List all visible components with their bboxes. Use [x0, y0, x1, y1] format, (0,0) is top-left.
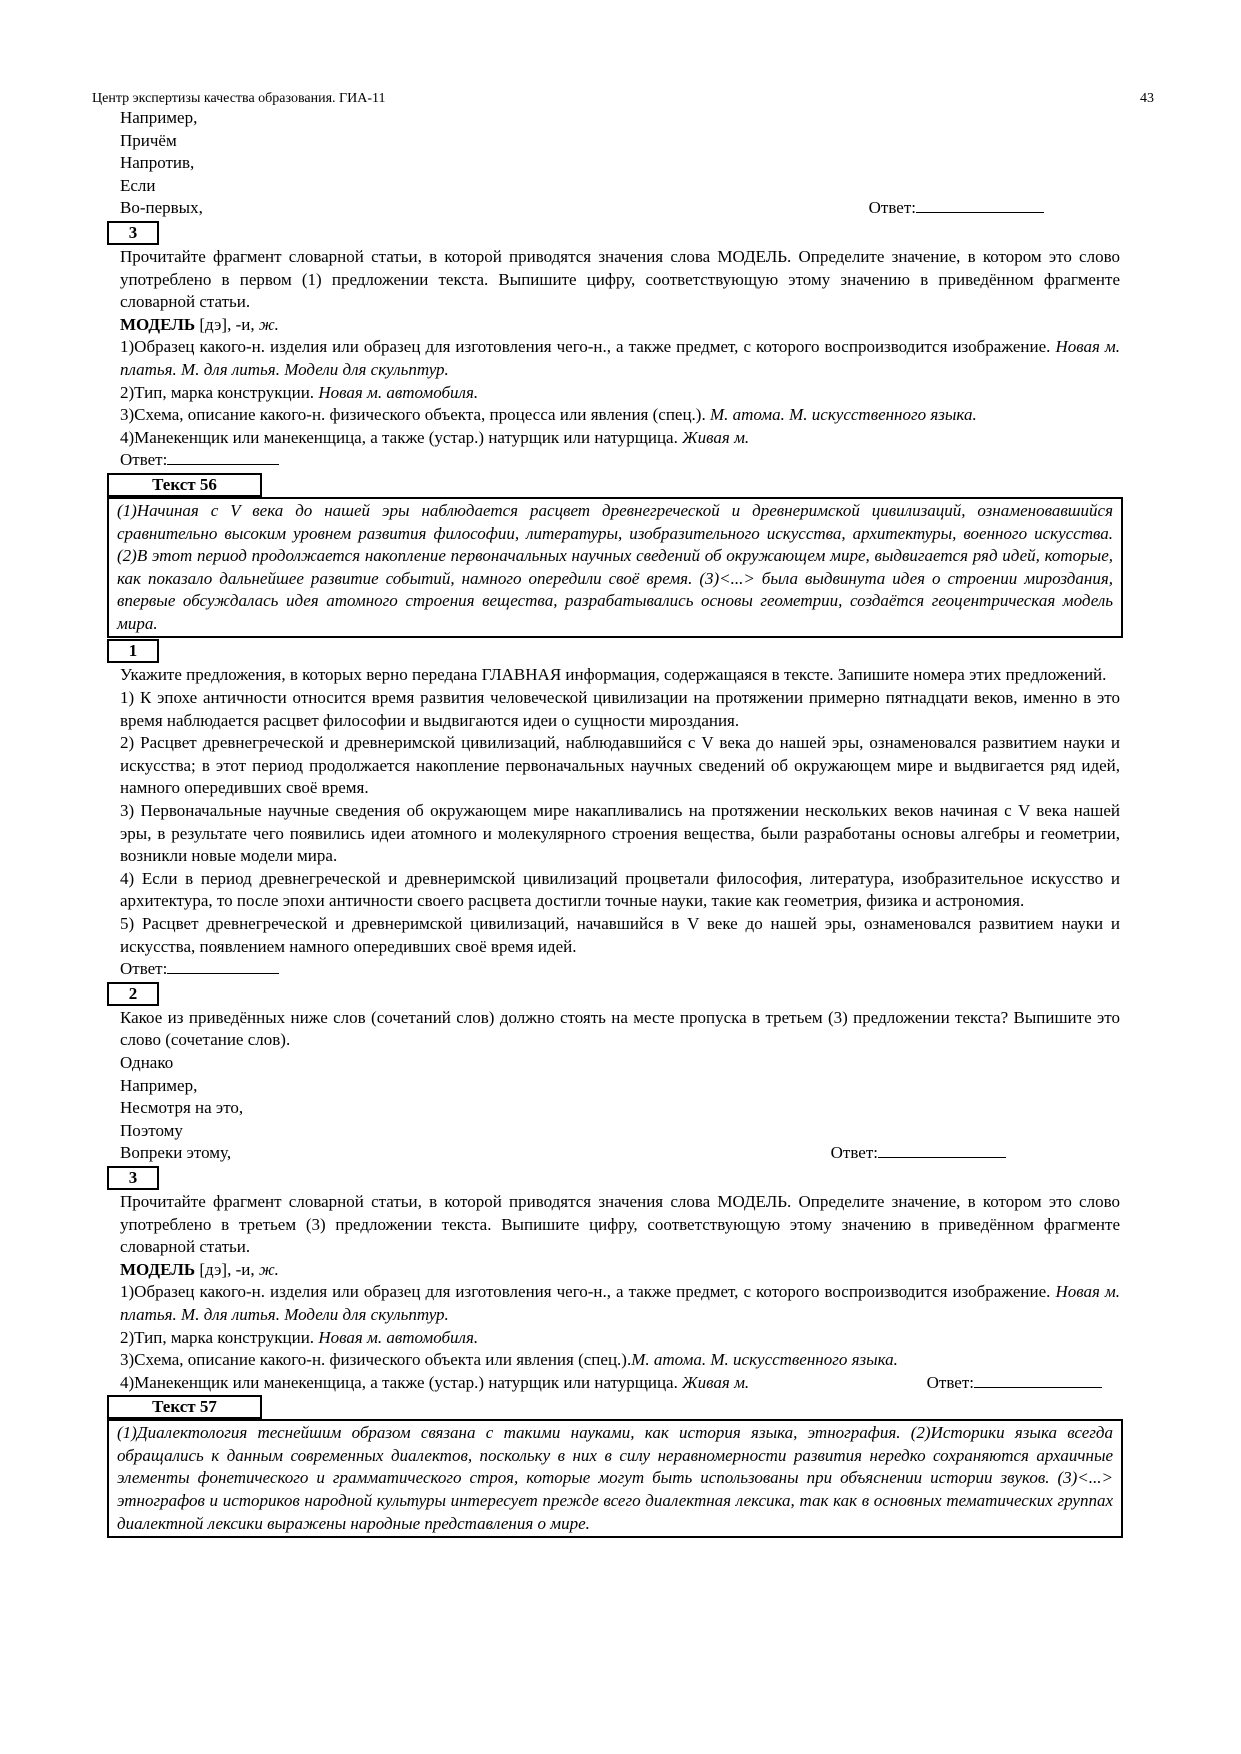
task-number-box: 3	[107, 1166, 159, 1190]
meaning-3	[120, 404, 1120, 427]
meaning-example: Новая м. автомобиля.	[314, 382, 479, 402]
dictionary-headword-line	[120, 314, 1120, 337]
text-passage: (1)Начиная с V века до нашей эры наблюдается расцвет древнегреческой и древнеримской цивилизаций, ознаменовавшийся сравнительно высоким уровнем развития философии, литературы, изобразительного искусства, архитектуры, военного искусства. (2)В этот период продолжается накопление первоначальных научных сведений об окружающем мире, выдвигается ряд идей, которые, как показало дальнейшее развитие событий, намного опередили своё время. (3)<...> была выдвинута идея о строении мироздания, впервые обсуждалась идея атомного строения вещества, разрабатывались основы геометрии, создаётся геоцентрическая модель мира.	[107, 497, 1123, 639]
page-number: 43	[1140, 91, 1154, 106]
answer-field[interactable]	[831, 1142, 1006, 1165]
headword-gender: ж.	[258, 1259, 279, 1279]
meaning-4	[120, 1372, 749, 1395]
option-item: Однако	[120, 1052, 174, 1072]
meaning-text: 3)Схема, описание какого-н. физического объекта, процесса или явления (спец.).	[120, 405, 706, 425]
answer-field[interactable]	[927, 1372, 1102, 1395]
headword: МОДЕЛЬ	[120, 1259, 196, 1279]
meaning-example: Живая м.	[677, 1372, 750, 1392]
option-item: Вопреки этому,	[120, 1143, 232, 1163]
headword-transcription: [дэ], -и,	[195, 1259, 259, 1279]
answer-field[interactable]	[869, 197, 1044, 220]
option-item: Например,	[120, 1075, 198, 1095]
answer-option: 1) К эпохе античности относится время развития человеческой цивилизации на протяжении примерно пятнадцати веков, именно в это время наблюдается расцвет философии и выдвигаются идеи о сущности мироздания.	[120, 688, 1120, 730]
meaning-1	[120, 1281, 1120, 1326]
option-item: Поэтому	[120, 1120, 183, 1140]
option-answer-row	[120, 197, 1120, 220]
answer-label: Ответ:	[926, 1372, 974, 1392]
answer-label: Ответ:	[868, 198, 916, 218]
task-intro: Прочитайте фрагмент словарной статьи, в которой приводятся значения слова МОДЕЛЬ. Определите значение, в котором это слово употреблено в третьем (3) предложении текста. Выпишите цифру, соответствующую этому значению в приведённом фрагменте словарной статьи.	[120, 1191, 1120, 1257]
task-number-box: 2	[107, 982, 159, 1006]
answer-option: 3) Первоначальные научные сведения об окружающем мире накапливались на протяжении нескольких веков начиная с V века нашей эры, в результате чего появились идеи атомного и молекулярного строения вещества, были разработаны основы алгебры и геометрии, возникли новые модели мира.	[120, 801, 1120, 866]
meaning-example: Живая м.	[677, 427, 750, 447]
answer-label: Ответ:	[120, 959, 168, 979]
meaning-example: Новая м. платья. М. для литья. Модели для скульптур.	[120, 337, 1121, 379]
text-label: Текст 57	[107, 1395, 262, 1419]
task-number-box: 1	[107, 639, 159, 663]
meaning-3	[120, 1349, 1120, 1372]
meaning-text: 2)Тип, марка конструкции.	[120, 382, 315, 402]
option-item: Напротив,	[120, 153, 195, 173]
meaning-text: 3)Схема, описание какого-н. физического объекта или явления (спец.).	[120, 1350, 632, 1370]
meaning-1	[120, 336, 1120, 381]
task-intro: Укажите предложения, в которых верно передана ГЛАВНАЯ информация, содержащаяся в тексте. Запишите номера этих предложений.	[120, 665, 1107, 685]
task-intro: Какое из приведённых ниже слов (сочетаний слов) должно стоять на месте пропуска в третьем (3) предложении текста? Выпишите это слово (сочетание слов).	[120, 1007, 1120, 1050]
option-item: Если	[120, 175, 156, 195]
option-item: Причём	[120, 130, 177, 150]
meaning-2	[120, 382, 1120, 405]
meaning-2	[120, 1327, 1120, 1350]
answer-option: 5) Расцвет древнегреческой и древнеримской цивилизаций, начавшийся в V веке до нашей эры, ознаменовался развитием науки и искусства, появлением намного опередивших своё время идей.	[120, 914, 1120, 956]
option-item: Несмотря на это,	[120, 1098, 244, 1118]
answer-option: 2) Расцвет древнегреческой и древнеримской цивилизаций, наблюдавшийся с V века до нашей эры, ознаменовался развитием науки и искусства; в этот период продолжается накопление первоначальных научных сведений об окружающем мире и выдвигается ряд идей, намного опередивших своё время.	[120, 733, 1120, 798]
task-intro: Прочитайте фрагмент словарной статьи, в которой приводятся значения слова МОДЕЛЬ. Определите значение, в котором это слово употреблено в первом (1) предложении текста. Выпишите цифру, соответствующую этому значению в приведённом фрагменте словарной статьи.	[120, 246, 1120, 312]
text-label: Текст 56	[107, 473, 262, 497]
option-item: Во-первых,	[120, 198, 203, 218]
meaning-answer-row	[120, 1372, 1120, 1395]
meaning-text: 1)Образец какого-н. изделия или образец для изготовления чего-н., а также предмет, с которого воспроизводится изображение.	[120, 337, 1051, 357]
meaning-example: Новая м. автомобиля.	[314, 1327, 479, 1347]
meaning-example: М. атома. М. искусственного языка.	[705, 405, 977, 425]
meaning-text: 2)Тип, марка конструкции.	[120, 1327, 315, 1347]
header-organization: Центр экспертизы качества образования. ГИА-11	[92, 91, 386, 106]
meaning-text: 1)Образец какого-н. изделия или образец для изготовления чего-н., а также предмет, с которого воспроизводится изображение.	[120, 1282, 1051, 1302]
answer-label: Ответ:	[120, 450, 168, 470]
headword: МОДЕЛЬ	[120, 314, 196, 334]
answer-option: 4) Если в период древнегреческой и древнеримской цивилизаций процветали философия, литература, изобразительное искусство и архитектура, то после эпохи античности своего расцвета достигли точные науки, такие как геометрия, физика и астрономия.	[120, 868, 1120, 911]
meaning-4	[120, 427, 1120, 450]
meaning-example: Новая м. платья. М. для литья. Модели для скульптур.	[120, 1282, 1121, 1324]
meaning-text: 4)Манекенщик или манекенщица, а также (устар.) натурщик или натурщица.	[120, 1372, 678, 1392]
option-item: Например,	[120, 108, 198, 127]
dictionary-headword-line	[120, 1259, 1120, 1282]
meaning-text: 4)Манекенщик или манекенщица, а также (устар.) натурщик или натурщица.	[120, 427, 678, 447]
headword-gender: ж.	[258, 314, 279, 334]
text-passage: (1)Диалектология теснейшим образом связана с такими науками, как история языка, этнография. (2)Историки языка всегда обращались к данным современных диалектов, поскольку в них в силу неравномерности развития нередко сохраняются архаичные элементы фонетического и грамматического строя, которые могут быть использованы при объяснении истории звуков. (3)<...> этнографов и историков народной культуры интересует прежде всего диалектная лексика, так как в основных тематических группах диалектной лексики выражены народные представления о мире.	[107, 1419, 1123, 1538]
answer-field[interactable]	[120, 958, 1120, 981]
page-content	[117, 107, 1121, 1538]
task-number-box: 3	[107, 221, 159, 245]
meaning-example: М. атома. М. искусственного языка.	[631, 1350, 898, 1370]
answer-label: Ответ:	[830, 1143, 878, 1163]
answer-field[interactable]	[120, 449, 1120, 472]
option-answer-row	[120, 1142, 1120, 1165]
headword-transcription: [дэ], -и,	[195, 314, 259, 334]
